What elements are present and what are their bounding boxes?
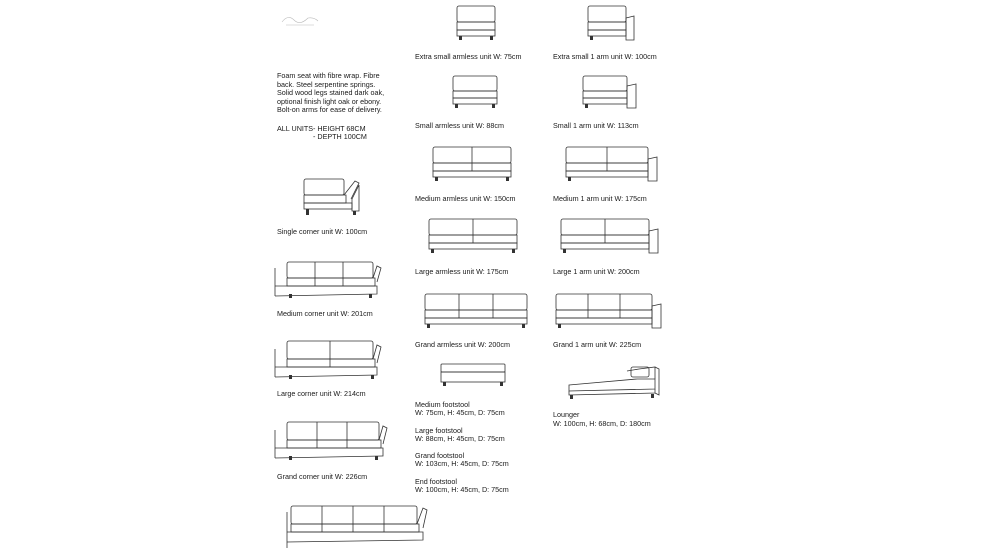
footstool-grand-name: Grand footstool [415,451,465,460]
footstool-medium-name: Medium footstool [415,400,470,409]
sofa-corner-icon [273,337,385,383]
footstool-large-name: Large footstool [415,426,463,435]
unit-label: Extra small armless unit W: 75cm [415,52,522,61]
sofa-corner-icon [303,177,361,219]
sofa-one-arm-icon [587,4,635,44]
construction-line: Solid wood legs stained dark oak, [277,88,385,98]
footstool-end-name: End footstool [415,477,457,486]
unit-label: Medium armless unit W: 150cm [415,194,516,203]
unit-label: Large corner unit W: 214cm [277,389,366,398]
unit-label: Large armless unit W: 175cm [415,267,509,276]
all-units-depth: - DEPTH 100CM [313,132,367,141]
lounger-name: Lounger [553,410,580,419]
sofa-corner-icon [273,258,383,302]
footstool-grand-dims: W: 103cm, H: 45cm, D: 75cm [415,459,509,468]
sofa-corner-icon [273,418,391,464]
sofa-one-arm-icon [565,145,659,185]
sofa-armless-icon [428,217,518,257]
construction-description [277,72,412,115]
lounger-icon [567,365,661,401]
unit-label: Single corner unit W: 100cm [277,227,368,236]
brand-logo-icon [280,12,320,28]
construction-line: Bolt-on arms for ease of delivery. [277,105,382,115]
construction-line: back. Steel serpentine springs. [277,79,376,89]
sofa-one-arm-icon [560,217,660,257]
all-units-height: - HEIGHT 68CM [313,124,366,133]
unit-label: Extra small 1 arm unit W: 100cm [553,52,657,61]
unit-label: Small armless unit W: 88cm [415,121,504,130]
construction-line: optional finish light oak or ebony. [277,96,382,106]
sofa-one-arm-icon [582,74,638,110]
unit-label: Medium 1 arm unit W: 175cm [553,194,647,203]
sofa-armless-icon [432,145,512,185]
sofa-armless-icon [452,74,498,110]
construction-line: Foam seat with fibre wrap. Fibre [277,71,380,80]
footstool-icon [440,362,506,390]
sofa-armless-icon [456,4,496,44]
unit-label: Large 1 arm unit W: 200cm [553,267,640,276]
unit-label: Medium corner unit W: 201cm [277,309,373,318]
footstool-end-dims: W: 100cm, H: 45cm, D: 75cm [415,485,509,494]
sofa-corner-icon [277,500,435,548]
sofa-armless-icon [424,292,528,334]
footstool-large-dims: W: 88cm, H: 45cm, D: 75cm [415,434,505,443]
lounger-dims: W: 100cm, H: 68cm, D: 180cm [553,419,651,428]
all-units-label: ALL UNITS [277,124,314,133]
unit-label: Grand corner unit W: 226cm [277,472,368,481]
unit-label: Grand armless unit W: 200cm [415,340,510,349]
unit-label: Small 1 arm unit W: 113cm [553,121,639,130]
footstool-medium-dims: W: 75cm, H: 45cm, D: 75cm [415,408,505,417]
sofa-one-arm-icon [555,292,663,334]
unit-label: Grand 1 arm unit W: 225cm [553,340,642,349]
